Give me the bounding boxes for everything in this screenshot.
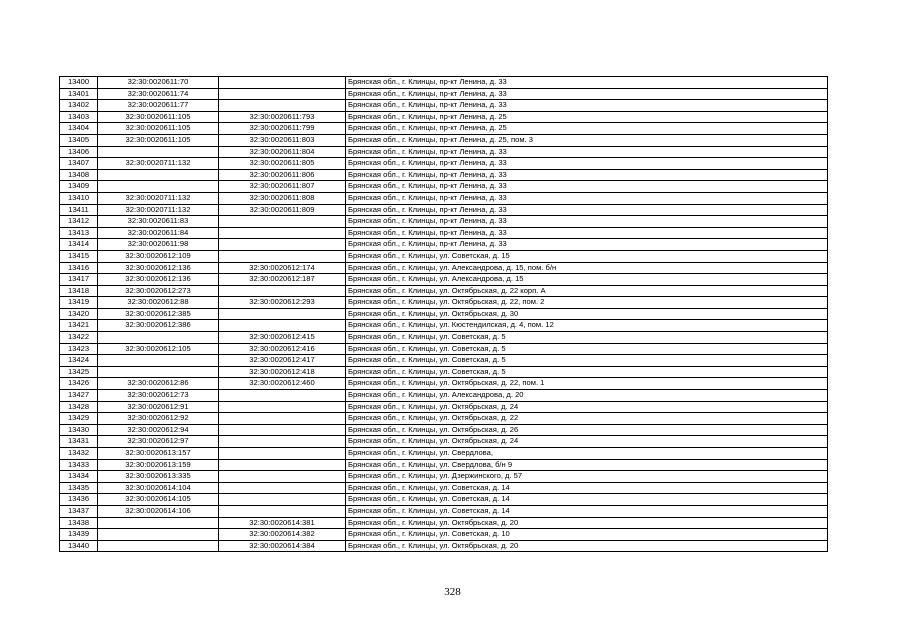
table-row [60,285,828,297]
table-row [60,529,828,541]
cadastral-number-object-cell: 32:30:0020612:187 [219,274,346,286]
address-cell: Брянская обл., г. Клинцы, пр-кт Ленина, д. 25 [346,111,828,123]
row-number-cell: 13436 [60,494,98,506]
cadastral-number-parcel-cell: 32:30:0020711:132 [98,204,219,216]
cadastral-number-parcel-cell: 32:30:0020613:157 [98,448,219,460]
cadastral-number-parcel-cell: 32:30:0020612:273 [98,285,219,297]
cadastral-number-parcel-cell: 32:30:0020612:88 [98,297,219,309]
row-number-cell: 13439 [60,529,98,541]
row-number-cell: 13418 [60,285,98,297]
cadastral-number-parcel-cell: 32:30:0020612:92 [98,413,219,425]
table-row [60,390,828,402]
cadastral-number-object-cell: 32:30:0020612:416 [219,343,346,355]
row-number-cell: 13423 [60,343,98,355]
cadastral-number-object-cell [219,320,346,332]
cadastral-number-object-cell [219,216,346,228]
address-cell: Брянская обл., г. Клинцы, пр-кт Ленина, д. 33 [346,192,828,204]
row-number-cell: 13408 [60,169,98,181]
cadastral-number-object-cell: 32:30:0020611:793 [219,111,346,123]
cadastral-number-parcel-cell: 32:30:0020611:70 [98,77,219,89]
row-number-cell: 13417 [60,274,98,286]
row-number-cell: 13429 [60,413,98,425]
address-cell: Брянская обл., г. Клинцы, ул. Дзержинского, д. 57 [346,471,828,483]
cadastral-number-parcel-cell [98,540,219,552]
cadastral-number-parcel-cell: 32:30:0020612:97 [98,436,219,448]
address-cell: Брянская обл., г. Клинцы, пр-кт Ленина, д. 33 [346,77,828,89]
registry-table [59,76,828,552]
cadastral-number-parcel-cell: 32:30:0020611:105 [98,134,219,146]
cadastral-number-object-cell: 32:30:0020614:381 [219,517,346,529]
row-number-cell: 13437 [60,505,98,517]
row-number-cell: 13413 [60,227,98,239]
cadastral-number-parcel-cell: 32:30:0020614:105 [98,494,219,506]
address-cell: Брянская обл., г. Клинцы, ул. Октябрьская, д. 26 [346,424,828,436]
address-cell: Брянская обл., г. Клинцы, пр-кт Ленина, д. 33 [346,88,828,100]
address-cell: Брянская обл., г. Клинцы, ул. Свердлова, б/н 9 [346,459,828,471]
cadastral-number-object-cell [219,448,346,460]
row-number-cell: 13425 [60,366,98,378]
cadastral-number-parcel-cell: 32:30:0020612:94 [98,424,219,436]
page-number: 328 [444,586,461,598]
cadastral-number-object-cell: 32:30:0020612:415 [219,332,346,344]
cadastral-number-parcel-cell: 32:30:0020614:104 [98,482,219,494]
cadastral-number-object-cell [219,100,346,112]
table-row [60,413,828,425]
cadastral-number-parcel-cell: 32:30:0020612:86 [98,378,219,390]
cadastral-number-parcel-cell [98,181,219,193]
row-number-cell: 13430 [60,424,98,436]
table-row [60,459,828,471]
row-number-cell: 13440 [60,540,98,552]
address-cell: Брянская обл., г. Клинцы, пр-кт Ленина, д. 33 [346,239,828,251]
cadastral-number-parcel-cell: 32:30:0020612:136 [98,262,219,274]
table-row [60,192,828,204]
cadastral-number-object-cell [219,459,346,471]
row-number-cell: 13410 [60,192,98,204]
registry-table-body [60,77,828,552]
cadastral-number-object-cell: 32:30:0020611:805 [219,158,346,170]
cadastral-number-parcel-cell [98,332,219,344]
address-cell: Брянская обл., г. Клинцы, ул. Октябрьская, д. 24 [346,401,828,413]
cadastral-number-object-cell [219,482,346,494]
address-cell: Брянская обл., г. Клинцы, ул. Советская, д. 15 [346,250,828,262]
cadastral-number-parcel-cell [98,366,219,378]
cadastral-number-parcel-cell: 32:30:0020613:335 [98,471,219,483]
cadastral-number-object-cell [219,308,346,320]
table-row [60,482,828,494]
address-cell: Брянская обл., г. Клинцы, пр-кт Ленина, д. 33 [346,181,828,193]
address-cell: Брянская обл., г. Клинцы, ул. Советская, д. 5 [346,355,828,367]
row-number-cell: 13414 [60,239,98,251]
row-number-cell: 13432 [60,448,98,460]
address-cell: Брянская обл., г. Клинцы, ул. Октябрьская, д. 30 [346,308,828,320]
cadastral-number-parcel-cell: 32:30:0020611:105 [98,111,219,123]
cadastral-number-parcel-cell [98,169,219,181]
cadastral-number-parcel-cell: 32:30:0020611:77 [98,100,219,112]
address-cell: Брянская обл., г. Клинцы, ул. Советская, д. 14 [346,494,828,506]
table-row [60,88,828,100]
cadastral-number-object-cell [219,471,346,483]
address-cell: Брянская обл., г. Клинцы, ул. Октябрьская, д. 20 [346,517,828,529]
address-cell: Брянская обл., г. Клинцы, ул. Октябрьская, д. 22 корп. А [346,285,828,297]
cadastral-number-object-cell: 32:30:0020611:806 [219,169,346,181]
table-row [60,540,828,552]
row-number-cell: 13416 [60,262,98,274]
cadastral-number-parcel-cell: 32:30:0020611:83 [98,216,219,228]
row-number-cell: 13438 [60,517,98,529]
cadastral-number-parcel-cell: 32:30:0020711:132 [98,192,219,204]
row-number-cell: 13434 [60,471,98,483]
table-row [60,320,828,332]
table-row [60,123,828,135]
cadastral-number-object-cell: 32:30:0020612:174 [219,262,346,274]
table-row [60,216,828,228]
row-number-cell: 13411 [60,204,98,216]
address-cell: Брянская обл., г. Клинцы, ул. Александрова, д. 20 [346,390,828,402]
table-row [60,274,828,286]
address-cell: Брянская обл., г. Клинцы, ул. Октябрьская, д. 22, пом. 2 [346,297,828,309]
row-number-cell: 13401 [60,88,98,100]
table-row [60,169,828,181]
cadastral-number-parcel-cell [98,146,219,158]
table-row [60,100,828,112]
cadastral-number-parcel-cell [98,517,219,529]
cadastral-number-object-cell [219,250,346,262]
table-row [60,343,828,355]
table-row [60,134,828,146]
address-cell: Брянская обл., г. Клинцы, ул. Октябрьская, д. 22 [346,413,828,425]
cadastral-number-object-cell [219,413,346,425]
row-number-cell: 13428 [60,401,98,413]
cadastral-number-parcel-cell: 32:30:0020611:74 [98,88,219,100]
row-number-cell: 13412 [60,216,98,228]
address-cell: Брянская обл., г. Клинцы, ул. Октябрьская, д. 20 [346,540,828,552]
cadastral-number-parcel-cell [98,355,219,367]
cadastral-number-object-cell [219,424,346,436]
table-row [60,332,828,344]
table-row [60,448,828,460]
cadastral-number-parcel-cell: 32:30:0020612:136 [98,274,219,286]
row-number-cell: 13426 [60,378,98,390]
address-cell: Брянская обл., г. Клинцы, ул. Советская, д. 5 [346,343,828,355]
cadastral-number-object-cell [219,285,346,297]
row-number-cell: 13405 [60,134,98,146]
address-cell: Брянская обл., г. Клинцы, ул. Октябрьская, д. 22, пом. 1 [346,378,828,390]
cadastral-number-object-cell: 32:30:0020611:804 [219,146,346,158]
cadastral-number-parcel-cell: 32:30:0020611:105 [98,123,219,135]
address-cell: Брянская обл., г. Клинцы, пр-кт Ленина, д. 33 [346,216,828,228]
cadastral-number-object-cell [219,77,346,89]
row-number-cell: 13415 [60,250,98,262]
cadastral-number-object-cell: 32:30:0020611:809 [219,204,346,216]
address-cell: Брянская обл., г. Клинцы, пр-кт Ленина, д. 25 [346,123,828,135]
cadastral-number-object-cell: 32:30:0020611:808 [219,192,346,204]
table-row [60,239,828,251]
cadastral-number-object-cell: 32:30:0020612:417 [219,355,346,367]
address-cell: Брянская обл., г. Клинцы, ул. Советская, д. 14 [346,482,828,494]
address-cell: Брянская обл., г. Клинцы, пр-кт Ленина, д. 33 [346,100,828,112]
cadastral-number-parcel-cell: 32:30:0020612:385 [98,308,219,320]
table-row [60,297,828,309]
table-row [60,366,828,378]
table-row [60,181,828,193]
row-number-cell: 13427 [60,390,98,402]
table-row [60,424,828,436]
table-row [60,517,828,529]
row-number-cell: 13422 [60,332,98,344]
address-cell: Брянская обл., г. Клинцы, ул. Советская, д. 14 [346,505,828,517]
cadastral-number-object-cell: 32:30:0020612:418 [219,366,346,378]
cadastral-number-parcel-cell: 32:30:0020711:132 [98,158,219,170]
cadastral-number-parcel-cell: 32:30:0020611:98 [98,239,219,251]
cadastral-number-parcel-cell: 32:30:0020612:73 [98,390,219,402]
address-cell: Брянская обл., г. Клинцы, пр-кт Ленина, д. 33 [346,146,828,158]
row-number-cell: 13424 [60,355,98,367]
address-cell: Брянская обл., г. Клинцы, ул. Свердлова, [346,448,828,460]
table-row [60,471,828,483]
address-cell: Брянская обл., г. Клинцы, ул. Кюстендилская, д. 4, пом. 12 [346,320,828,332]
cadastral-number-object-cell: 32:30:0020611:803 [219,134,346,146]
cadastral-number-parcel-cell: 32:30:0020611:84 [98,227,219,239]
address-cell: Брянская обл., г. Клинцы, ул. Октябрьская, д. 24 [346,436,828,448]
row-number-cell: 13409 [60,181,98,193]
address-cell: Брянская обл., г. Клинцы, пр-кт Ленина, д. 33 [346,227,828,239]
table-row [60,111,828,123]
table-row [60,505,828,517]
address-cell: Брянская обл., г. Клинцы, пр-кт Ленина, д. 33 [346,158,828,170]
table-row [60,308,828,320]
table-row [60,378,828,390]
row-number-cell: 13435 [60,482,98,494]
table-row [60,494,828,506]
address-cell: Брянская обл., г. Клинцы, пр-кт Ленина, д. 33 [346,204,828,216]
row-number-cell: 13431 [60,436,98,448]
cadastral-number-parcel-cell: 32:30:0020614:106 [98,505,219,517]
cadastral-number-object-cell [219,505,346,517]
cadastral-number-object-cell: 32:30:0020611:807 [219,181,346,193]
table-row [60,250,828,262]
table-row [60,262,828,274]
cadastral-number-object-cell: 32:30:0020611:799 [219,123,346,135]
cadastral-number-object-cell [219,239,346,251]
cadastral-number-parcel-cell [98,529,219,541]
cadastral-number-object-cell [219,401,346,413]
cadastral-number-parcel-cell: 32:30:0020612:109 [98,250,219,262]
address-cell: Брянская обл., г. Клинцы, пр-кт Ленина, д. 25, пом. 3 [346,134,828,146]
table-row [60,204,828,216]
address-cell: Брянская обл., г. Клинцы, ул. Советская, д. 10 [346,529,828,541]
cadastral-number-object-cell [219,436,346,448]
row-number-cell: 13406 [60,146,98,158]
address-cell: Брянская обл., г. Клинцы, ул. Александрова, д. 15, пом. б/н [346,262,828,274]
row-number-cell: 13403 [60,111,98,123]
table-row [60,401,828,413]
cadastral-number-object-cell [219,390,346,402]
row-number-cell: 13404 [60,123,98,135]
row-number-cell: 13419 [60,297,98,309]
row-number-cell: 13420 [60,308,98,320]
cadastral-number-parcel-cell: 32:30:0020612:91 [98,401,219,413]
table-row [60,146,828,158]
address-cell: Брянская обл., г. Клинцы, ул. Советская, д. 5 [346,332,828,344]
cadastral-number-parcel-cell: 32:30:0020612:386 [98,320,219,332]
cadastral-number-object-cell: 32:30:0020614:384 [219,540,346,552]
table-row [60,355,828,367]
row-number-cell: 13433 [60,459,98,471]
cadastral-number-object-cell [219,88,346,100]
address-cell: Брянская обл., г. Клинцы, ул. Александрова, д. 15 [346,274,828,286]
table-row [60,158,828,170]
cadastral-number-object-cell: 32:30:0020614:382 [219,529,346,541]
cadastral-number-parcel-cell: 32:30:0020612:105 [98,343,219,355]
row-number-cell: 13402 [60,100,98,112]
cadastral-number-object-cell: 32:30:0020612:460 [219,378,346,390]
address-cell: Брянская обл., г. Клинцы, ул. Советская, д. 5 [346,366,828,378]
cadastral-number-parcel-cell: 32:30:0020613:159 [98,459,219,471]
cadastral-number-object-cell: 32:30:0020612:293 [219,297,346,309]
cadastral-number-object-cell [219,494,346,506]
row-number-cell: 13400 [60,77,98,89]
table-row [60,77,828,89]
row-number-cell: 13407 [60,158,98,170]
row-number-cell: 13421 [60,320,98,332]
table-row [60,436,828,448]
address-cell: Брянская обл., г. Клинцы, пр-кт Ленина, д. 33 [346,169,828,181]
table-row [60,227,828,239]
cadastral-number-object-cell [219,227,346,239]
